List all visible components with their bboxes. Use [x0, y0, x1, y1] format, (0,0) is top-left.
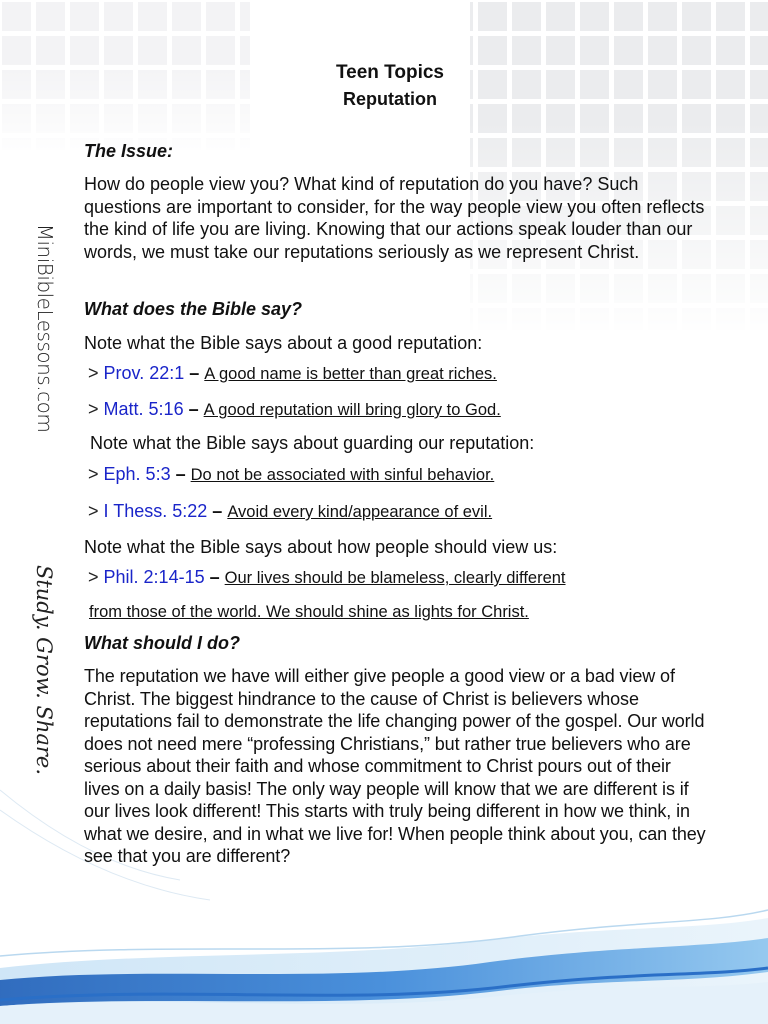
ref-citation: Matt. 5:16 — [103, 399, 184, 419]
issue-heading: The Issue: — [84, 141, 174, 161]
action-heading: What should I do? — [84, 633, 240, 653]
scripture-ref — [88, 399, 501, 420]
ref-citation: Eph. 5:3 — [103, 464, 171, 484]
scripture-ref — [88, 567, 566, 588]
side-tagline — [27, 564, 61, 776]
page-subtitle: Reputation — [343, 89, 437, 109]
tagline-text: Study. Grow. Share. — [32, 564, 56, 776]
scripture-ref — [88, 464, 494, 485]
group-intro: Note what the Bible says about guarding our reputation: — [90, 433, 535, 453]
side-brand — [30, 205, 60, 450]
ref-text: A good reputation will bring glory to God. — [203, 401, 501, 419]
scripture-ref — [88, 363, 497, 384]
scripture-ref — [88, 501, 492, 522]
arrow-marker-icon: > — [88, 501, 99, 521]
ref-dash: – — [212, 501, 223, 521]
action-paragraph: The reputation we have will either give people a good view or a bad view of Christ. The biggest hindrance to the cause of Christ is believers whose reputations fail to demonstrate the life changing power of the gospel. Our world does not need mere “professing Christians,” but rather true believers who are serious about their faith and whose commitment to Christ pours out of their lives on a daily basis! The only way people will know that we are different is if our lives look different! This starts with truly being different in how we think, in what we desire, and in what we live for! When people think about you, can they see that you are different? — [84, 666, 706, 866]
ref-dash: – — [209, 567, 220, 587]
ref-text: Avoid every kind/appearance of evil. — [227, 503, 493, 521]
arrow-marker-icon: > — [88, 363, 99, 383]
page-title: Teen Topics — [335, 62, 445, 83]
ref-dash: – — [175, 464, 186, 484]
ref-dash: – — [188, 399, 199, 419]
ref-citation: Phil. 2:14-15 — [103, 567, 205, 587]
ref-citation: Prov. 22:1 — [103, 363, 185, 383]
arrow-marker-icon: > — [88, 399, 99, 419]
ref-text: Do not be associated with sinful behavior. — [190, 466, 495, 484]
ref-text: A good name is better than great riches. — [204, 365, 497, 383]
ref-dash: – — [189, 363, 200, 383]
bible-heading: What does the Bible say? — [84, 299, 303, 319]
group-intro: Note what the Bible says about a good reputation: — [84, 333, 483, 353]
ref-citation: I Thess. 5:22 — [103, 501, 208, 521]
ref-text: Our lives should be blameless, clearly different — [224, 569, 566, 587]
brand-text: MiniBibleLessons.com — [33, 223, 57, 432]
scripture-ref-continued — [89, 601, 529, 622]
arrow-marker-icon: > — [88, 567, 99, 587]
ref-text: from those of the world. We should shine as lights for Christ. — [89, 603, 529, 621]
issue-paragraph: How do people view you? What kind of reputation do you have? Such questions are important to consider, for the way people view you often reflects the kind of life you are living. Knowing that our actions speak louder than our words, we must take our reputations seriously as we represent Christ. — [84, 174, 705, 262]
arrow-marker-icon: > — [88, 464, 99, 484]
group-intro: Note what the Bible says about how people should view us: — [84, 537, 558, 557]
